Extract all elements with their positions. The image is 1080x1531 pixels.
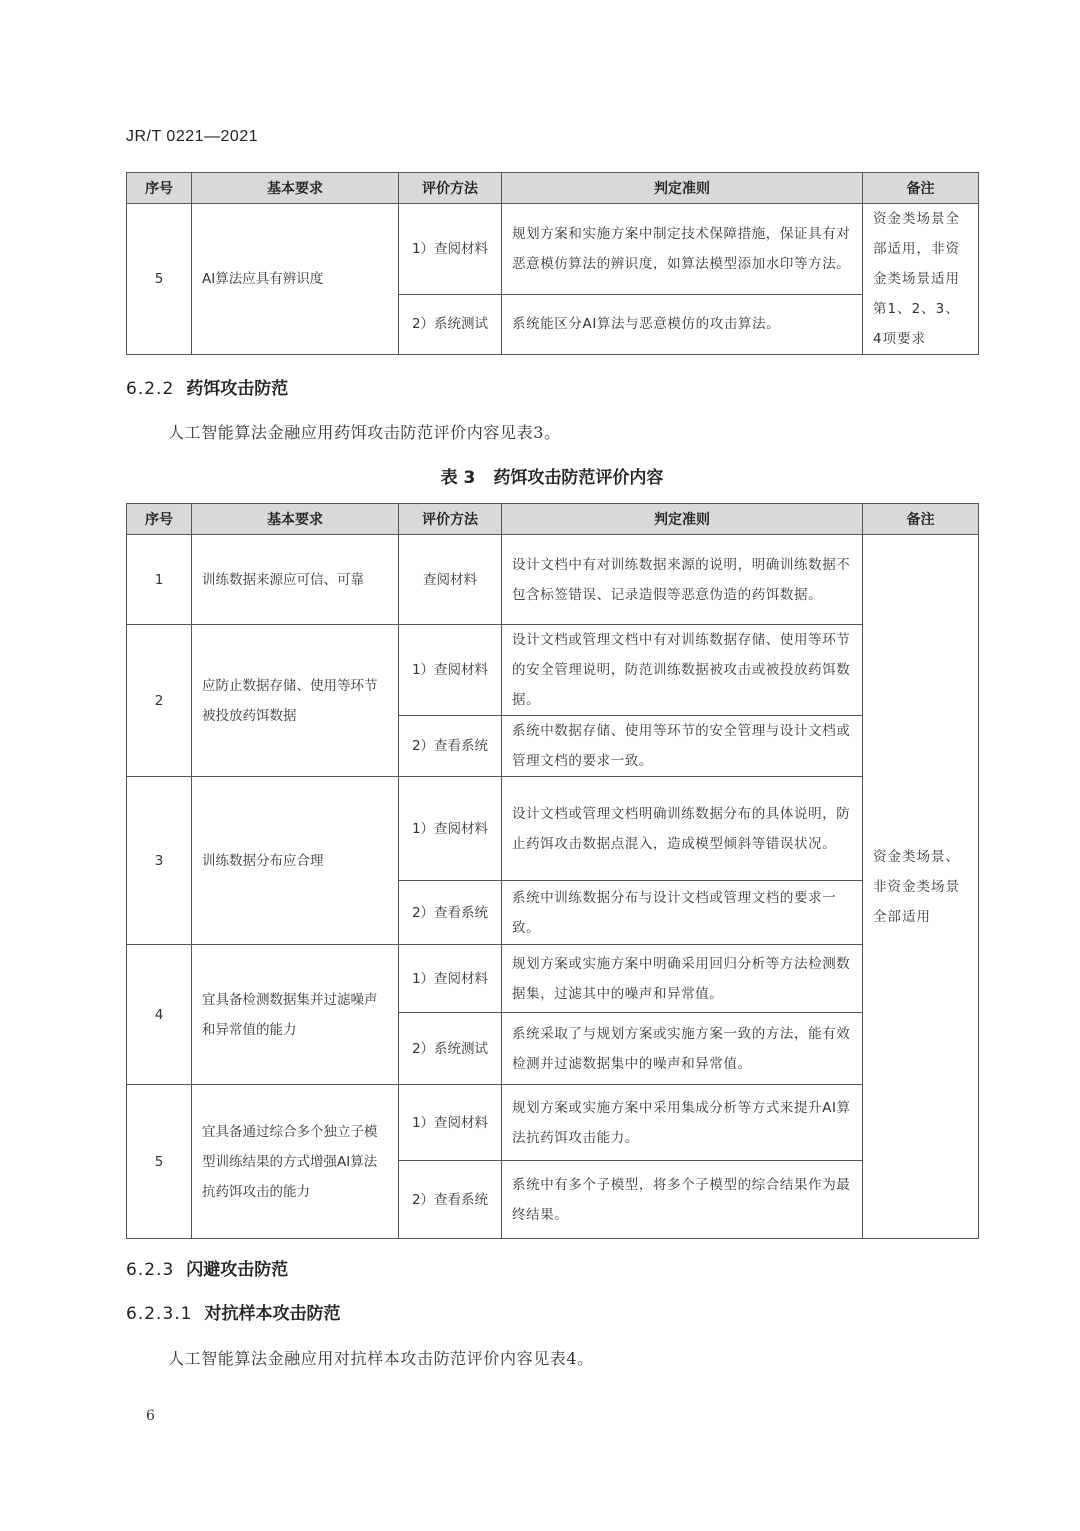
- row-method: 1）查阅材料: [399, 1085, 502, 1161]
- section-title: 闪避攻击防范: [186, 1260, 289, 1280]
- row-number: 3: [127, 777, 192, 945]
- col-header-method: 评价方法: [399, 173, 502, 204]
- row-criterion: 规划方案或实施方案中明确采用回归分析等方法检测数据集，过滤其中的噪声和异常值。: [502, 945, 863, 1013]
- row-method: 1）查阅材料: [399, 204, 502, 295]
- row-note: 资金类场景、非资金类场景全部适用: [863, 535, 979, 1239]
- table-header-row: [127, 504, 979, 535]
- row-criterion: 设计文档或管理文档明确训练数据分布的具体说明，防止药饵攻击数据点混入，造成模型倾斜等错误状况。: [502, 777, 863, 881]
- section-title: 药饵攻击防范: [186, 379, 289, 399]
- continued-table: [126, 172, 979, 355]
- row-criterion: 系统能区分AI算法与恶意模仿的攻击算法。: [502, 294, 863, 354]
- row-requirement: 应防止数据存储、使用等环节被投放药饵数据: [192, 625, 399, 777]
- row-method: 1）查阅材料: [399, 777, 502, 881]
- row-criterion: 系统中数据存储、使用等环节的安全管理与设计文档或管理文档的要求一致。: [502, 716, 863, 777]
- section-number: 6.2.3.1: [126, 1304, 193, 1324]
- row-number: 2: [127, 625, 192, 777]
- table-3-title: [0, 463, 1080, 488]
- table-caption: 药饵攻击防范评价内容: [493, 468, 664, 488]
- page-number: 6: [146, 1408, 155, 1424]
- row-requirement: 宜具备通过综合多个独立子模型训练结果的方式增强AI算法抗药饵攻击的能力: [192, 1085, 399, 1239]
- row-method: 查阅材料: [399, 535, 502, 625]
- table-row: [127, 945, 979, 1013]
- row-number: 5: [127, 204, 192, 355]
- row-requirement: 训练数据分布应合理: [192, 777, 399, 945]
- paragraph-6-2-3-1: 人工智能算法金融应用对抗样本攻击防范评价内容见表4。: [168, 1349, 594, 1368]
- row-number: 5: [127, 1085, 192, 1239]
- table-row: [127, 777, 979, 881]
- row-requirement: AI算法应具有辨识度: [192, 204, 399, 355]
- table-row: [127, 625, 979, 716]
- row-criterion: 系统中训练数据分布与设计文档或管理文档的要求一致。: [502, 881, 863, 945]
- table-row: [127, 204, 979, 295]
- table-row: [127, 535, 979, 625]
- col-header-note: 备注: [863, 173, 979, 204]
- row-criterion: 设计文档中有对训练数据来源的说明，明确训练数据不包含标签错误、记录造假等恶意伪造的药饵数据。: [502, 535, 863, 625]
- row-criterion: 规划方案或实施方案中采用集成分析等方式来提升AI算法抗药饵攻击能力。: [502, 1085, 863, 1161]
- table-label: 表 3: [440, 468, 476, 488]
- section-number: 6.2.2: [126, 379, 175, 399]
- row-criterion: 规划方案和实施方案中制定技术保障措施，保证具有对恶意模仿算法的辨识度，如算法模型添加水印等方法。: [502, 204, 863, 295]
- row-criterion: 设计文档或管理文档中有对训练数据存储、使用等环节的安全管理说明，防范训练数据被攻击或被投放药饵数据。: [502, 625, 863, 716]
- col-header-criterion: 判定准则: [502, 173, 863, 204]
- col-header-requirement: 基本要求: [192, 504, 399, 535]
- section-heading-6-2-3-1: [126, 1299, 340, 1324]
- row-requirement: 训练数据来源应可信、可靠: [192, 535, 399, 625]
- row-method: 2）系统测试: [399, 1013, 502, 1085]
- col-header-criterion: 判定准则: [502, 504, 863, 535]
- row-number: 4: [127, 945, 192, 1085]
- section-number: 6.2.3: [126, 1260, 175, 1280]
- table-row: [127, 1085, 979, 1161]
- col-header-no: 序号: [127, 173, 192, 204]
- paragraph-6-2-2: 人工智能算法金融应用药饵攻击防范评价内容见表3。: [168, 423, 561, 442]
- row-criterion: 系统采取了与规划方案或实施方案一致的方法，能有效检测并过滤数据集中的噪声和异常值。: [502, 1013, 863, 1085]
- col-header-no: 序号: [127, 504, 192, 535]
- row-method: 2）查看系统: [399, 716, 502, 777]
- row-criterion: 系统中有多个子模型，将多个子模型的综合结果作为最终结果。: [502, 1161, 863, 1239]
- row-method: 2）查看系统: [399, 881, 502, 945]
- section-title: 对抗样本攻击防范: [204, 1304, 341, 1324]
- table-header-row: [127, 173, 979, 204]
- standard-code-header: JR/T 0221—2021: [126, 128, 259, 145]
- row-number: 1: [127, 535, 192, 625]
- row-requirement: 宜具备检测数据集并过滤噪声和异常值的能力: [192, 945, 399, 1085]
- row-method: 2）查看系统: [399, 1161, 502, 1239]
- section-heading-6-2-2: [126, 374, 288, 399]
- row-method: 2）系统测试: [399, 294, 502, 354]
- row-note: 资金类场景全部适用，非资金类场景适用第1、2、3、4项要求: [863, 204, 979, 355]
- col-header-requirement: 基本要求: [192, 173, 399, 204]
- section-heading-6-2-3: [126, 1255, 288, 1280]
- col-header-method: 评价方法: [399, 504, 502, 535]
- row-method: 1）查阅材料: [399, 625, 502, 716]
- col-header-note: 备注: [863, 504, 979, 535]
- table-3: [126, 503, 979, 1239]
- row-method: 1）查阅材料: [399, 945, 502, 1013]
